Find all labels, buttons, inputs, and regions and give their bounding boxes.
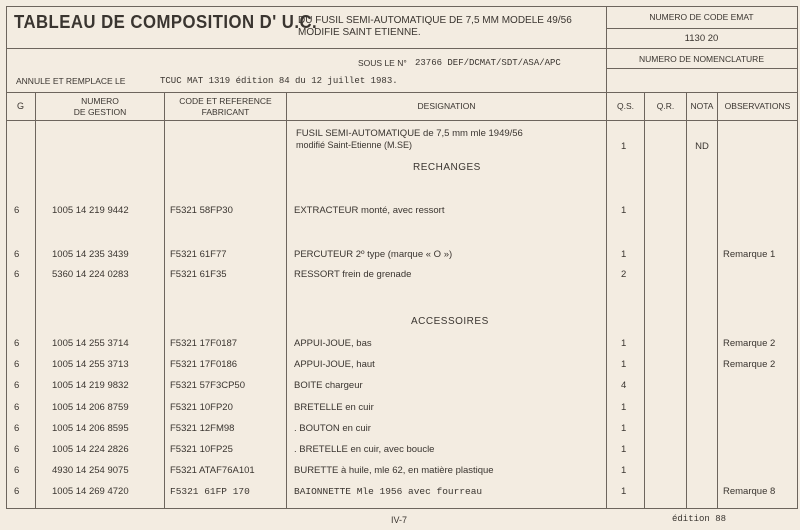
top-item-nota: ND xyxy=(695,141,709,152)
cell-designation: . BOUTON en cuir xyxy=(294,423,371,434)
col-header-designation: DESIGNATION xyxy=(417,101,476,111)
cell-code: F5321 17F0186 xyxy=(170,359,238,370)
annule-value: TCUC MAT 1319 édition 84 du 12 juillet 1983. xyxy=(160,76,398,86)
cell-code: F5321 58FP30 xyxy=(170,205,233,216)
cell-code: F5321 10FP25 xyxy=(170,444,233,455)
cell-g: 6 xyxy=(14,359,20,370)
cell-code: F5321 61F77 xyxy=(170,249,227,260)
cell-g: 6 xyxy=(14,444,20,455)
code-emat-value: 1130 20 xyxy=(684,33,719,44)
nomenclature-label: NUMERO DE NOMENCLATURE xyxy=(639,54,764,64)
cell-designation: APPUI-JOUE, haut xyxy=(294,359,375,370)
cell-qs: 1 xyxy=(621,249,627,260)
cell-gestion: 1005 14 224 2826 xyxy=(52,444,129,455)
cell-gestion: 1005 14 219 9832 xyxy=(52,380,129,391)
col-line-qr xyxy=(686,92,687,509)
col-line-qs xyxy=(644,92,645,509)
cell-designation: BRETELLE en cuir xyxy=(294,402,374,413)
col-header-gestion: NUMERO DE GESTION xyxy=(73,96,127,117)
cell-designation: BOITE chargeur xyxy=(294,380,363,391)
col-header-qs: Q.S. xyxy=(616,101,634,111)
cell-qs: 1 xyxy=(621,465,627,476)
cell-code: F5321 61F35 xyxy=(170,269,227,280)
cell-qs: 1 xyxy=(621,205,627,216)
frame-top xyxy=(6,6,798,7)
cell-gestion: 1005 14 219 9442 xyxy=(52,205,129,216)
col-line-code xyxy=(286,92,287,509)
header-sep-1 xyxy=(6,48,606,49)
cell-code: F5321 61FP 170 xyxy=(170,486,250,497)
cell-gestion: 4930 14 254 9075 xyxy=(52,465,129,476)
cell-g: 6 xyxy=(14,486,20,497)
nomen-sep2 xyxy=(606,68,797,69)
cell-gestion: 5360 14 224 0283 xyxy=(52,269,129,280)
cell-code: F5321 10FP20 xyxy=(170,402,233,413)
sous-le-label: SOUS LE N° xyxy=(358,58,407,68)
col-line-gestion xyxy=(164,92,165,509)
cell-qs: 1 xyxy=(621,423,627,434)
top-item-line1: FUSIL SEMI-AUTOMATIQUE de 7,5 mm mle 1949/56 xyxy=(296,128,523,139)
cell-qs: 1 xyxy=(621,402,627,413)
cell-qs: 1 xyxy=(621,444,627,455)
cell-designation: . BRETELLE en cuir, avec boucle xyxy=(294,444,435,455)
cell-designation: BAIONNETTE Mle 1956 avec fourreau xyxy=(294,486,483,497)
cell-g: 6 xyxy=(14,205,20,216)
annule-label: ANNULE ET REMPLACE LE xyxy=(16,76,126,86)
cell-code: F5321 12FM98 xyxy=(170,423,235,434)
cell-designation: PERCUTEUR 2º type (marque « O ») xyxy=(294,249,453,260)
subtitle-line2: MODIFIE SAINT ETIENNE. xyxy=(298,27,421,38)
top-item-line2: modifié Saint-Etienne (M.SE) xyxy=(296,140,413,150)
cell-gestion: 1005 14 255 3714 xyxy=(52,338,129,349)
cell-code: F5321 ATAF76A101 xyxy=(170,465,255,476)
col-header-qr: Q.R. xyxy=(656,101,675,111)
col-header-g: G xyxy=(16,101,24,111)
code-emat-label: NUMERO DE CODE EMAT xyxy=(649,12,754,22)
cell-g: 6 xyxy=(14,380,20,391)
cell-g: 6 xyxy=(14,465,20,476)
edition-label: édition 88 xyxy=(672,514,727,524)
col-line-designation xyxy=(606,92,607,509)
cell-observations: Remarque 2 xyxy=(723,359,776,370)
colhead-bottom xyxy=(6,120,798,121)
nomen-sep xyxy=(606,48,797,49)
cell-designation: APPUI-JOUE, bas xyxy=(294,338,372,349)
cell-gestion: 1005 14 255 3713 xyxy=(52,359,129,370)
emat-sep xyxy=(606,28,797,29)
cell-g: 6 xyxy=(14,402,20,413)
cell-observations: Remarque 2 xyxy=(723,338,776,349)
sous-le-value: 23766 DEF/DCMAT/SDT/ASA/APC xyxy=(415,58,561,68)
cell-designation: EXTRACTEUR monté, avec ressort xyxy=(294,205,445,216)
cell-qs: 2 xyxy=(621,269,627,280)
cell-qs: 4 xyxy=(621,380,627,391)
cell-g: 6 xyxy=(14,338,20,349)
cell-gestion: 1005 14 206 8759 xyxy=(52,402,129,413)
cell-gestion: 1005 14 206 8595 xyxy=(52,423,129,434)
cell-g: 6 xyxy=(14,423,20,434)
section-accessoires: ACCESSOIRES xyxy=(411,316,489,327)
col-header-obs: OBSERVATIONS xyxy=(724,101,791,111)
cell-g: 6 xyxy=(14,249,20,260)
cell-code: F5321 17F0187 xyxy=(170,338,238,349)
page-number: IV-7 xyxy=(391,515,408,525)
top-item-qs: 1 xyxy=(621,141,627,152)
section-rechanges: RECHANGES xyxy=(413,162,481,173)
cell-g: 6 xyxy=(14,269,20,280)
col-header-code: CODE ET REFERENCE FABRICANT xyxy=(179,96,272,117)
subtitle-line1: DU FUSIL SEMI-AUTOMATIQUE DE 7,5 MM MODELE 49/56 xyxy=(298,15,572,26)
cell-observations: Remarque 1 xyxy=(723,249,776,260)
cell-designation: RESSORT frein de grenade xyxy=(294,269,412,280)
cell-designation: BURETTE à huile, mle 62, en matière plastique xyxy=(294,465,494,476)
frame-left xyxy=(6,6,7,509)
cell-code: F5321 57F3CP50 xyxy=(170,380,245,391)
cell-qs: 1 xyxy=(621,486,627,497)
frame-bottom xyxy=(6,508,798,509)
colhead-top xyxy=(6,92,798,93)
frame-right xyxy=(797,6,798,509)
document-title: TABLEAU DE COMPOSITION D' U.C. xyxy=(14,12,318,32)
col-line-g xyxy=(35,92,36,509)
col-line-nota xyxy=(717,92,718,509)
col-header-nota: NOTA xyxy=(690,101,714,111)
cell-qs: 1 xyxy=(621,338,627,349)
cell-gestion: 1005 14 235 3439 xyxy=(52,249,129,260)
cell-observations: Remarque 8 xyxy=(723,486,776,497)
cell-gestion: 1005 14 269 4720 xyxy=(52,486,129,497)
cell-qs: 1 xyxy=(621,359,627,370)
